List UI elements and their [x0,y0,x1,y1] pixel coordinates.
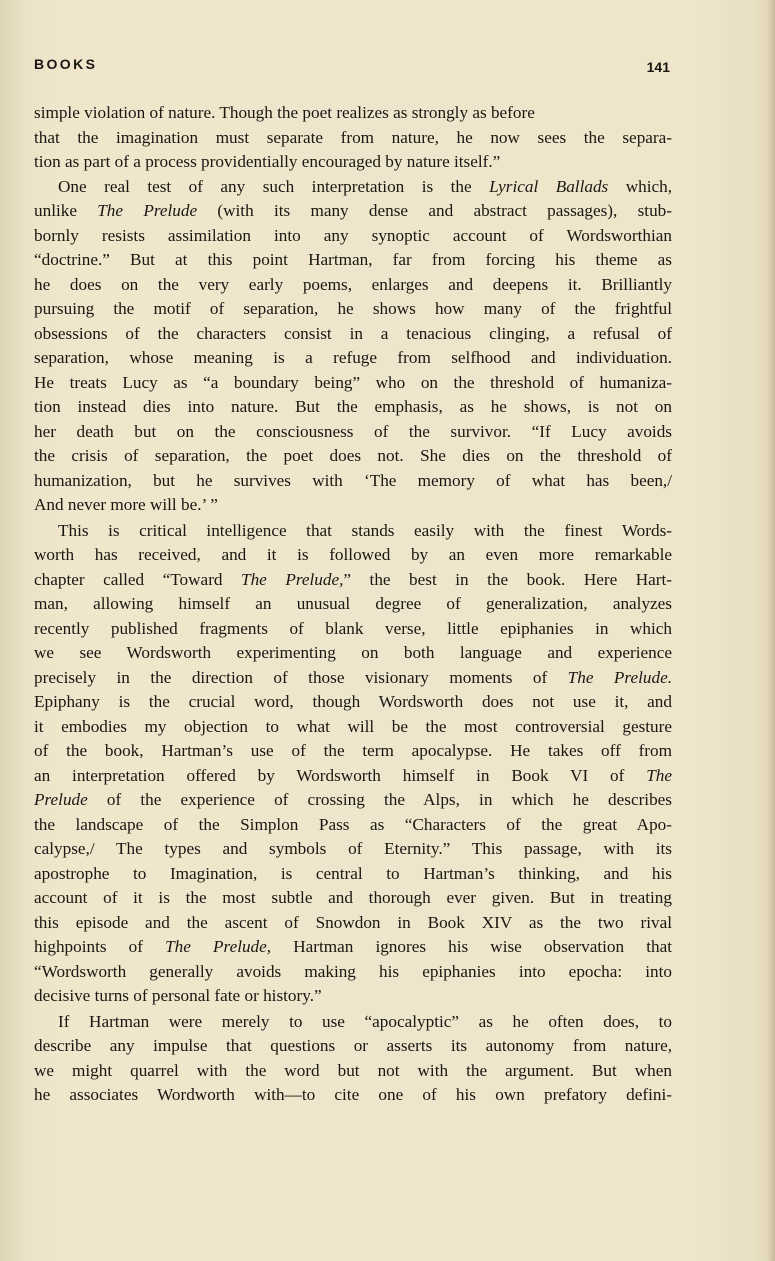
italic-title: Prelude [34,790,88,809]
italic-title: The Prelude [97,201,198,220]
text-line [34,1010,672,1035]
italic-title: The Prelude, [241,569,344,589]
page-edge-shadow [767,0,775,1261]
text-line [34,690,672,715]
text-run: “doctrine.” But at this point Hartman, far from forcing his theme as [34,250,672,269]
text-line [34,273,672,298]
text-run: calypse,/ The types and symbols of Eternity.” This passage, with its [34,839,672,858]
text-run: tion instead dies into nature. But the emphasis, as he shows, is not on [34,397,672,416]
text-run: he associates Wordworth with—to cite one of his own prefatory defini- [34,1085,672,1104]
text-run: simple violation of nature. Though the poet realizes as strongly as before [34,103,535,122]
text-run: that the imagination must separate from nature, he now sees the separa- [34,127,672,147]
text-line [34,935,672,960]
text-run: describe any impulse that questions or asserts its autonomy from nature, [34,1036,672,1055]
text-run: And never more will be.’ ” [34,495,218,514]
text-line [34,519,672,544]
text-run: worth has received, and it is followed by an even more remarkable [34,545,672,564]
text-line [34,395,672,420]
text-run: precisely in the direction of those visionary moments of [34,667,568,687]
text-run: apostrophe to Imagination, is central to Hartman’s thinking, and his [34,863,672,883]
text-run: Epiphany is the crucial word, though Wordsworth does not use it, and [34,692,672,711]
text-run: this episode and the ascent of Snowdon in Book XIV as the two rival [34,912,672,932]
text-line [34,788,672,813]
text-line [34,739,672,764]
text-run: One real test of any such interpretation is the [58,176,490,196]
text-line [34,862,672,887]
text-run: (with its many dense and abstract passages), stub- [197,201,672,220]
page-number: 141 [646,59,670,75]
text-run: we see Wordsworth experimenting on both language and experience [34,643,672,662]
text-line [34,543,672,568]
text-run: of the experience of crossing the Alps, in which he describes [87,790,672,809]
text-run: He treats Lucy as “a boundary being” who on the threshold of humaniza- [34,372,672,392]
text-line [34,617,672,642]
text-run: account of it is the most subtle and thorough ever given. But in treating [34,888,672,907]
text-run: her death but on the consciousness of the survivor. “If Lucy avoids [34,421,672,441]
text-line [34,444,672,469]
text-run: If Hartman were merely to use “apocalyptic” as he often does, to [58,1011,672,1031]
text-run: he does on the very early poems, enlarges and deepens it. Brilliantly [34,274,672,294]
italic-title: Lyrical Ballads [489,176,609,196]
text-line [34,984,672,1009]
text-line [34,322,672,347]
text-run: we might quarrel with the word but not with the argument. But when [34,1060,672,1080]
text-line [34,960,672,985]
text-run: “Wordsworth generally avoids making his epiphanies into epocha: into [34,961,672,981]
text-line [34,886,672,911]
text-line [34,297,672,322]
text-run: separation, whose meaning is a refuge from selfhood and individuation. [34,348,672,367]
text-line [34,592,672,617]
text-run: highpoints of [34,937,166,956]
text-run: an interpretation offered by Wordsworth himself in Book VI of [34,765,647,785]
text-run: Hartman ignores his wise observation that [271,937,672,956]
text-line [34,224,672,249]
text-line [34,469,672,494]
text-run: recently published fragments of blank verse, little epiphanies in which [34,618,672,638]
text-line [34,493,672,518]
text-run: humanization, but he survives with ‘The memory of what has been,/ [34,470,672,490]
text-run: obsessions of the characters consist in a tenacious clinging, a refusal of [34,323,672,343]
italic-title: The Prelude. [567,667,672,687]
text-line [34,764,672,789]
text-run: it embodies my objection to what will be the most controversial gesture [34,716,672,736]
text-run: tion as part of a process providentially encouraged by nature itself.” [34,152,501,171]
text-run: the landscape of the Simplon Pass as “Characters of the great Apo- [34,814,672,834]
italic-title: The Prelude, [165,937,272,956]
text-line [34,346,672,371]
text-line [34,126,672,151]
text-run: ” the best in the book. Here Hart- [343,569,673,589]
text-run: the crisis of separation, the poet does not. She dies on the threshold of [34,446,672,465]
text-line [34,568,672,593]
text-run: pursuing the motif of separation, he shows how many of the frightful [34,299,672,318]
text-line [34,1083,672,1108]
text-line [34,1034,672,1059]
text-line [34,666,672,691]
text-line [34,641,672,666]
text-line [34,101,672,126]
text-line [34,175,672,200]
text-run: decisive turns of personal fate or history.” [34,986,322,1005]
text-run: which, [608,176,672,196]
text-line [34,911,672,936]
text-run: of the book, Hartman’s use of the term apocalypse. He takes off from [34,741,672,760]
text-run: unlike [34,201,98,220]
page-header [34,56,670,82]
body-text [34,101,672,1108]
text-line [34,715,672,740]
text-line [34,837,672,862]
text-line [34,371,672,396]
text-line [34,199,672,224]
text-line [34,150,672,175]
running-head: BOOKS [34,56,98,72]
text-line [34,248,672,273]
text-run: man, allowing himself an unusual degree of generalization, analyzes [34,594,672,613]
text-run: bornly resists assimilation into any synoptic account of Wordsworthian [34,225,672,245]
italic-title: The [646,765,672,785]
text-run: This is critical intelligence that stands easily with the finest Words- [58,520,672,540]
text-run: chapter called “Toward [34,569,242,589]
text-line [34,420,672,445]
text-line [34,1059,672,1084]
text-line [34,813,672,838]
